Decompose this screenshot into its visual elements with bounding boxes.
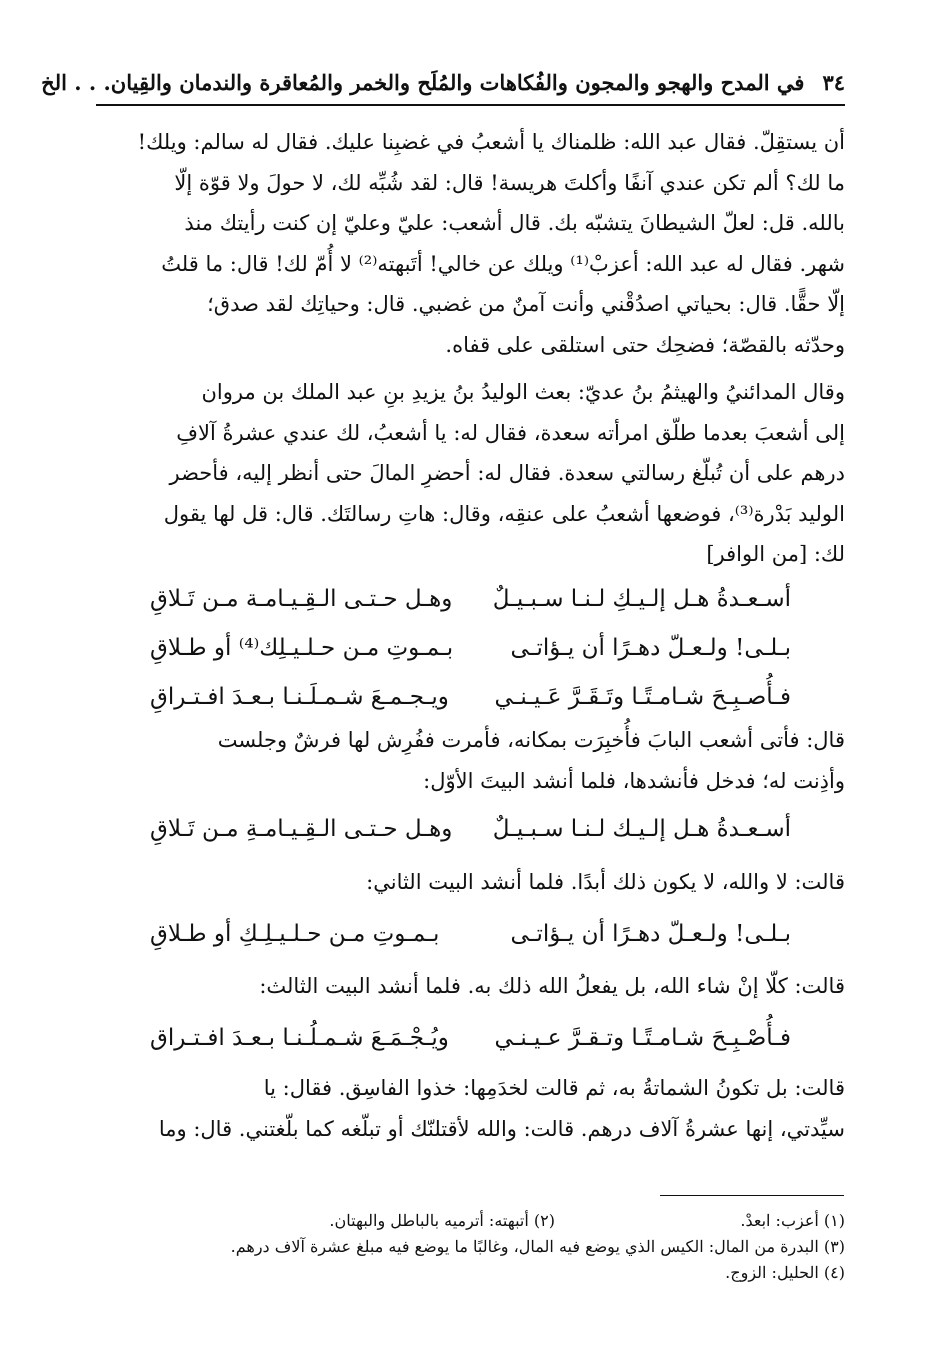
page-number: ٣٤	[822, 69, 845, 95]
paragraph-4: قالت: لا والله، لا يكون ذلك أبدًا. فلما أنشد البيت الثاني:	[366, 870, 845, 894]
verse-4-first-hemistich: أسـعـدةُ هـل إلـيـك لـنـا سـبـيـلٌ	[492, 816, 791, 842]
running-title: في المدح والهجو والمجون والفُكاهات والمُلَح والخمر والمُعاقرة والندمان والقِيان. . . الخ	[41, 69, 805, 95]
verse-6-second-hemistich: ويُـجْـمَـعَ شـمـلُـنـا بـعـدَ افـتـراق	[150, 1025, 449, 1051]
verse-5-first-hemistich: بـلـى! ولـعـلّ دهـرًا أن يـؤاتـى	[510, 921, 791, 947]
poem-verse-4	[150, 807, 791, 851]
verse-2-first-hemistich: بـلـى! ولـعـلّ دهـرًا أن يـؤاتـى	[510, 635, 791, 661]
paragraph-3: قال: فأتى أشعب البابَ فأُخبِرَت بمكانه، فأمرت ففُرِش لها فرشٌ وجلست وأذِنت له؛ فدخل فأنشدها، فلما أنشد البيتَ الأوّل:	[217, 728, 845, 793]
footnote-3: (٣) البدرة من المال: الكيس الذي يوضع فيه المال، وغالبًا ما يوضع فيه مبلغ عشرة آلاف درهم.	[230, 1237, 845, 1256]
verse-3-second-hemistich: ويـجـمـعَ شـمـلَـنـا بـعـدَ افـتـراقِ	[150, 684, 449, 710]
verse-4-second-hemistich: وهـل حـتـى الـقِـيـامـةِ مـن تَـلاقِ	[150, 816, 453, 842]
verse-5-second-hemistich: بـمـوتِ مـن حـلـيـلِـكِ أو طـلاقِ	[150, 921, 440, 947]
footnote-row-2	[96, 1234, 845, 1260]
running-header	[41, 60, 845, 104]
poem-verse-2	[150, 626, 791, 670]
verse-6-first-hemistich: فـأُصْـبِـحَ شـامـتًـا وتـقـرَّ عـيـنـي	[494, 1025, 791, 1051]
poem-verse-5	[150, 912, 791, 956]
paragraph-2: وقال المدائنيُ والهيثمُ بنُ عديّ: بعث الوليدُ بنُ يزيدِ بنِ عبد الملك بن مروان إلى أشعبَ بعدما طلّق امرأته سعدة، فقال له: يا أشعبُ، لك عندي عشرةُ آلافِ درهم على أن تُبلّغ رسالتي سعدة. فقال له: أحضرِ المالَ حتى أنظر إليه، فأحضر الوليد بَدْرة⁽³⁾، فوضعها أشعبُ على عنقِه، وقال: هاتِ رسالتَك. قال: قل لها يقول لك: [من الوافر]	[163, 380, 845, 566]
paragraph-1: أن يستقِلّ. فقال عبد الله: ظلمناك يا أشعبُ في غضبِنا عليك. فقال له سالم: ويلك! ما لك؟ ألم تكن عندي آنفًا وأكلتَ هريسة! قال: لقد شُبِّه لك، لا حولَ ولا قوّة إلّا بالله. قل: لعلّ الشيطانَ يتشبّه بك. قال أشعب: عليّ وعليّ إن كنت رأيتك منذ شهر. فقال له عبد الله: أعزبْ⁽¹⁾ ويلك عن خالي! أتَبهته⁽²⁾ لا أُمّ لك! قال: ما قلتُ إلّا حقًّا. قال: بحياتي اصدُقْني وأنت آمنٌ من غضبي. قال: وحياتِك لقد صدق؛ وحدّثه بالقصّة؛ فضحِك حتى استلقى على قفاه.	[137, 130, 845, 357]
footnote-rule	[660, 1195, 844, 1196]
verse-2-second-hemistich: بـمـوتِ مـن حـلـيـلِك⁽⁴⁾ أو طـلاقِ	[150, 635, 454, 661]
poem-verse-1	[150, 577, 791, 621]
footnotes	[96, 1208, 845, 1286]
verse-3-first-hemistich: فـأُصـبِـحَ شـامـتًـا وتَـقَـرَّ عَـيـنـي	[494, 684, 791, 710]
footnote-4: (٤) الحليل: الزوج.	[725, 1263, 845, 1282]
verse-1-second-hemistich: وهـل حـتـى الـقِـيـامـة مـن تَـلاقِ	[150, 586, 453, 612]
poem-verse-6	[150, 1016, 791, 1060]
footnote-1: (١) أعزب: ابعدْ.	[740, 1211, 845, 1230]
footnote-2: (٢) أتبهته: أترميه بالباطل والبهتان.	[329, 1211, 555, 1230]
header-rule	[96, 104, 845, 106]
paragraph-5: قالت: كلّا إنْ شاء الله، بل يفعلُ الله ذلك به. فلما أنشد البيت الثالث:	[259, 974, 845, 998]
poem-verse-3	[150, 675, 791, 719]
paragraph-6: قالت: بل تكونُ الشماتةُ به، ثم قالت لخدَمِها: خذوا الفاسِق. فقال: يا سيِّدتي، إنها عشرةُ آلاف درهم. قالت: والله لأقتلنّك أو تبلّغه كما بلّغتني. قال: وما	[158, 1076, 845, 1141]
footnote-row-1	[96, 1208, 845, 1234]
footnote-row-3	[96, 1260, 845, 1286]
verse-1-first-hemistich: أسـعـدةُ هـل إلـيـكِ لـنـا سـبـيـلٌ	[492, 586, 791, 612]
